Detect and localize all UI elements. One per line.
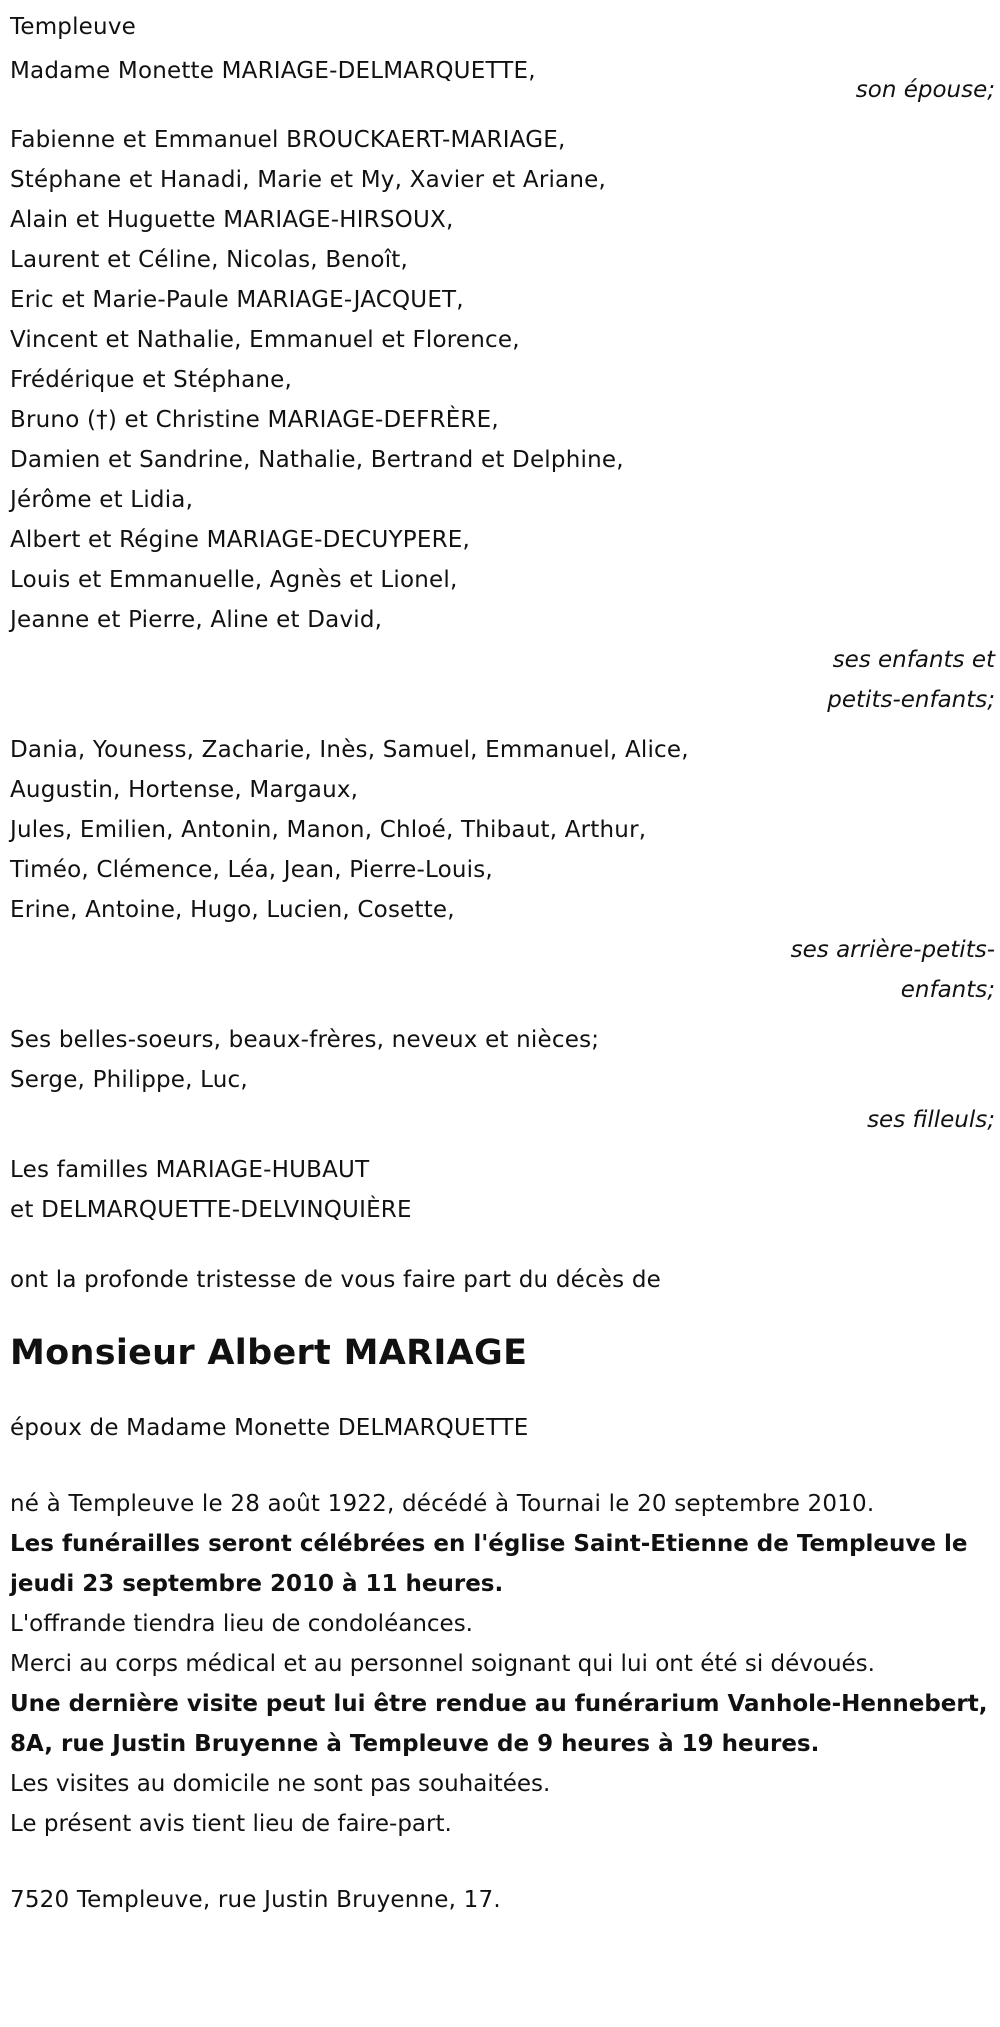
no-home-visits: Les visites au domicile ne sont pas souhaitées. [10,1771,551,1797]
child-line: Jeanne et Pierre, Aline et David, [10,607,383,633]
thanks: Merci au corps médical et au personnel soignant qui lui ont été si dévoués. [10,1651,875,1677]
deceased-name: Monsieur Albert MARIAGE [10,1333,528,1373]
child-line: Bruno (†) et Christine MARIAGE-DEFRÈRE, [10,407,499,433]
great-grandchildren-group [10,730,995,1010]
child-line: Eric et Marie-Paule MARIAGE-JACQUET, [10,287,464,313]
children-group [10,120,995,720]
child-line: Louis et Emmanuelle, Agnès et Lionel, [10,567,458,593]
child-line: Alain et Huguette MARIAGE-HIRSOUX, [10,207,454,233]
great-grandchild-line: Augustin, Hortense, Margaux, [10,777,359,803]
relatives-line: Ses belles-soeurs, beaux-frères, neveux et nièces; [10,1027,600,1053]
birth-death: né à Templeuve le 28 août 1922, décédé à Tournai le 20 septembre 2010. [10,1491,875,1517]
child-line: Fabienne et Emmanuel BROUCKAERT-MARIAGE, [10,127,566,153]
godchildren-role: ses filleuls; [867,1107,995,1133]
spouse-role: son épouse; [855,77,995,103]
spouse-name: Madame Monette MARIAGE-DELMARQUETTE, [10,58,536,84]
visit-details: Une dernière visite peut lui être rendue au funérarium Vanhole-Hennebert, 8A, rue Justin Bruyenne à Templeuve de 9 heures à 19 heures. [10,1691,988,1757]
children-role-line-1: ses enfants et [832,647,995,673]
locality: Templeuve [10,14,136,40]
child-line: Stéphane et Hanadi, Marie et My, Xavier et Ariane, [10,167,606,193]
great-grandchild-line: Jules, Emilien, Antonin, Manon, Chloé, Thibaut, Arthur, [10,817,647,843]
children-role-line-2: petits-enfants; [827,687,995,713]
child-line: Laurent et Céline, Nicolas, Benoît, [10,247,409,273]
child-line: Albert et Régine MARIAGE-DECUYPERE, [10,527,471,553]
offering: L'offrande tiendra lieu de condoléances. [10,1611,473,1637]
great-grandchild-line: Dania, Youness, Zacharie, Inès, Samuel, Emmanuel, Alice, [10,737,689,763]
godchildren-group [10,1020,995,1140]
family-line: et DELMARQUETTE-DELVINQUIÈRE [10,1197,412,1223]
faire-part: Le présent avis tient lieu de faire-part. [10,1811,452,1837]
address: 7520 Templeuve, rue Justin Bruyenne, 17. [10,1887,501,1913]
spouse-of: époux de Madame Monette DELMARQUETTE [10,1415,529,1441]
godchild-line: Serge, Philippe, Luc, [10,1067,248,1093]
great-grandchild-line: Timéo, Clémence, Léa, Jean, Pierre-Louis, [10,857,493,883]
child-line: Jérôme et Lidia, [10,487,194,513]
child-line: Frédérique et Stéphane, [10,367,293,393]
notice-content [10,7,995,1920]
family-line: Les familles MARIAGE-HUBAUT [10,1157,370,1183]
child-line: Vincent et Nathalie, Emmanuel et Florence, [10,327,520,353]
great-grandchildren-role-line-1: ses arrière-petits- [790,937,995,963]
funeral-details: Les funérailles seront célébrées en l'église Saint-Etienne de Templeuve le jeudi 23 septembre 2010 à 11 heures. [10,1531,968,1597]
great-grandchildren-role-line-2: enfants; [900,977,995,1003]
spouse-group [10,51,995,110]
families-group [10,1150,995,1230]
announcement: ont la profonde tristesse de vous faire part du décès de [10,1267,662,1293]
child-line: Damien et Sandrine, Nathalie, Bertrand et Delphine, [10,447,624,473]
great-grandchild-line: Erine, Antoine, Hugo, Lucien, Cosette, [10,897,455,923]
